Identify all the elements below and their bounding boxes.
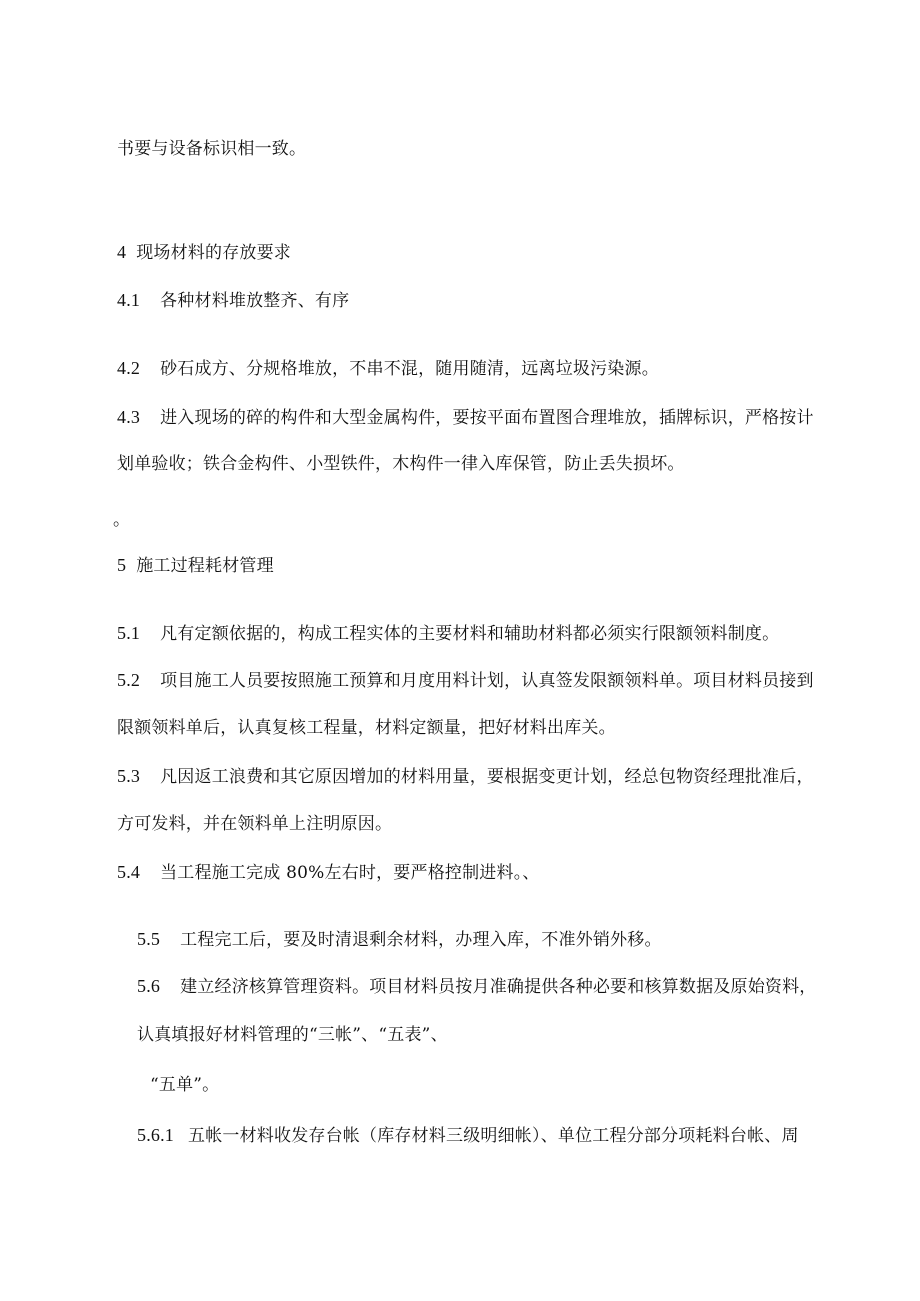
line-text: 划单验收；铁合金构件、小型铁件，木构件一律入库保管，防止丢失损坏。 [117, 454, 685, 474]
clause-line [117, 621, 779, 646]
clause-number: 5.2 [117, 670, 141, 690]
clause-number: 5.6 [137, 976, 161, 996]
clause-text: 凡因返工浪费和其它原因增加的材料用量，要根据变更计划，经总包物资经理批准后， [160, 767, 814, 787]
clause-line [137, 1123, 799, 1148]
clause-number: 4.2 [117, 358, 141, 378]
clause-number: 4.3 [117, 407, 141, 427]
line-text: 。 [113, 510, 131, 530]
clause-number: 4.1 [117, 290, 141, 310]
clause-number: 5.5 [137, 929, 161, 949]
clause-text: 项目施工人员要按照施工预算和月度用料计划，认真签发限额领料单。项目材料员接到 [160, 671, 814, 691]
clause-text: 建立经济核算管理资料。项目材料员按月准确提供各种必要和核算数据及原始资料， [180, 977, 817, 997]
line-text: 限额领料单后，认真复核工程量，材料定额量，把好材料出库关。 [117, 718, 616, 738]
clause-number: 5.3 [117, 766, 141, 786]
paragraph-line [117, 452, 685, 476]
clause-text: 凡有定额依据的，构成工程实体的主要材料和辅助材料都必须实行限额领料制度。 [160, 624, 780, 644]
section-heading [117, 553, 274, 578]
clause-line [117, 356, 659, 381]
line-text: 书要与设备标识相一致。 [117, 139, 307, 159]
clause-text: 砂石成方、分规格堆放，不串不混，随用随清，远离垃圾污染源。 [160, 359, 659, 379]
section-number: 5 [117, 555, 127, 575]
paragraph-line [117, 716, 616, 740]
clause-line [117, 860, 540, 885]
clause-line [117, 405, 814, 430]
paragraph-line [113, 508, 130, 532]
section-heading [117, 240, 291, 265]
clause-text: 工程完工后，要及时清退剩余材料，办理入库，不准外销外移。 [180, 930, 662, 950]
paragraph-line [117, 812, 392, 836]
clause-line [117, 288, 349, 313]
clause-number: 5.6.1 [137, 1125, 174, 1145]
clause-text: 当工程施工完成 80%左右时，要严格控制进料。、 [160, 863, 540, 883]
clause-line [137, 927, 662, 952]
paragraph-line [117, 137, 306, 161]
clause-line [137, 974, 817, 999]
line-text: 认真填报好材料管理的“三帐”、“五表”、 [137, 1025, 448, 1045]
paragraph-line [137, 1023, 448, 1047]
line-text: “五单”。 [150, 1075, 220, 1095]
section-number: 4 [117, 242, 127, 262]
clause-line [117, 668, 814, 693]
clause-text: 进入现场的碎的构件和大型金属构件，要按平面布置图合理堆放，插牌标识，严格按计 [160, 408, 814, 428]
section-title: 现场材料的存放要求 [136, 243, 292, 263]
clause-number: 5.4 [117, 862, 141, 882]
clause-number: 5.1 [117, 623, 141, 643]
clause-text: 五帐一材料收发存台帐（库存材料三级明细帐）、单位工程分部分项耗料台帐、周 [188, 1126, 799, 1146]
clause-line [117, 764, 814, 789]
section-title: 施工过程耗材管理 [136, 556, 274, 576]
paragraph-line [150, 1073, 219, 1097]
clause-text: 各种材料堆放整齐、有序 [160, 291, 350, 311]
line-text: 方可发料，并在领料单上注明原因。 [117, 814, 393, 834]
